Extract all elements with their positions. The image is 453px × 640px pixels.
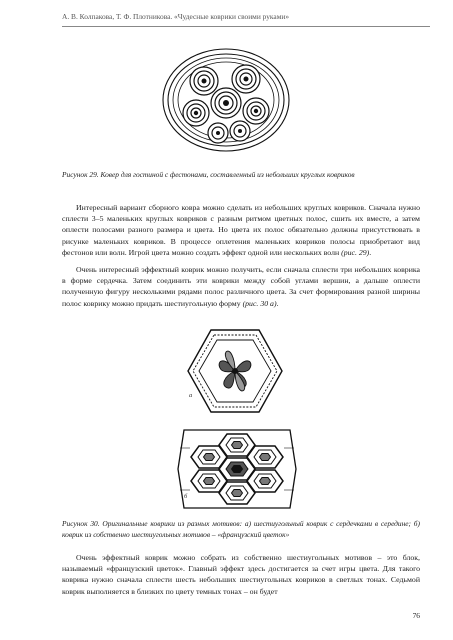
figure-30a-heart-hexagon-rug bbox=[186, 328, 284, 414]
figure-30b-french-flower-rug bbox=[176, 428, 298, 510]
page-number: 76 bbox=[412, 611, 420, 620]
paragraph-1 bbox=[62, 202, 420, 258]
figure-29-festoon-rug bbox=[160, 45, 292, 155]
paragraph-2-text: Очень интересный эффектный коврик можно получить, если сначала сплести три небольших коврика в форме сердечка. Затем соединить эти коврики между собой углами вершин, а дальше оплести полученную фигуру несколькими рядами полос различного цвета. За счет формирования разной ширины полос коврику можно придать шестиугольную форму bbox=[62, 265, 420, 308]
paragraph-3-text: Очень эффектный коврик можно собрать из собственно шестиугольных мотивов – это блок, называемый «французский цветок». Главный эффект здесь достигается за счет игры цвета. Для такого коврика нужно сначала сплести шесть небольших шестиугольных ковриков в светлых тонах. Седьмой коврик выполняется в близких по цвету темных тонах – он будет bbox=[62, 553, 420, 596]
paragraph-1-figure-ref: (рис. 29) bbox=[341, 247, 370, 257]
figure-30a-label: а bbox=[189, 392, 193, 399]
paragraph-1-tail: . bbox=[369, 247, 372, 257]
paragraph-2-tail: . bbox=[276, 298, 279, 308]
figure-29-caption: Рисунок 29. Ковер для гостиной с фестонами, составленный из небольших круглых ковриков bbox=[62, 170, 355, 179]
paragraph-2-figure-ref: (рис. 30 а) bbox=[242, 298, 277, 308]
figure-30-caption: Рисунок 30. Оригинальные коврики из разных мотивов: а) шестиугольный коврик с сердечками в середине; б) коврик из собственно шестиугольных мотивов – «французский цветок» bbox=[62, 519, 420, 539]
paragraph-3 bbox=[62, 552, 420, 597]
paragraph-2 bbox=[62, 264, 420, 309]
running-header: А. В. Колпакова, Т. Ф. Плотникова. «Чудесные коврики своими руками» bbox=[62, 12, 430, 27]
paragraph-1-text: Интересный вариант сборного ковра можно сделать из небольших круглых ковриков. Сначала нужно сплести 3–5 маленьких круглых ковриков с разным ритмом цветных полос, сшить их вместе, а затем оплести полосами разного размера и цвета. Но цвета их полос обязательно должны присутствовать в рисунке маленьких ковриков. В процессе оплетения маленьких ковриков полосы приобретают вид фестонов или волн. Игрой цвета можно создать эффект одной или нескольких волн bbox=[62, 203, 420, 257]
figure-30b-label: б bbox=[184, 493, 188, 500]
